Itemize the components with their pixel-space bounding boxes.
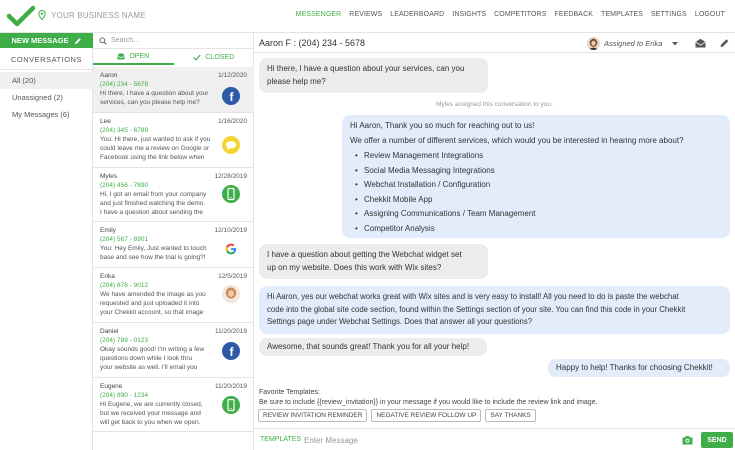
status-tabs	[93, 50, 254, 65]
inbox-icon	[117, 53, 125, 60]
facebook-icon	[222, 342, 240, 360]
svg-text:f: f	[229, 90, 234, 104]
contact-phone: (204) 567 - 8901	[100, 236, 149, 243]
divider	[0, 69, 93, 70]
message-preview: will get back to you when we open.	[100, 419, 201, 426]
assignee-label: Assigned to Erika	[604, 39, 663, 48]
folder-unassigned[interactable]: Unassigned (2)	[12, 93, 63, 102]
conversation-items	[93, 67, 254, 432]
send-button[interactable]: SEND	[701, 432, 733, 448]
avatar-icon	[222, 285, 240, 303]
system-note: Myles assigned this conversation to you.	[436, 101, 553, 108]
message-preview: You: Hi there, just wanted to ask if you	[100, 136, 211, 143]
message-text: Hi Aaron, Thank you so much for reaching out to us!	[350, 121, 535, 130]
contact-phone: (204) 789 - 0123	[100, 337, 149, 344]
contact-name: Lee	[100, 118, 111, 125]
list-item[interactable]	[93, 67, 254, 113]
compose-bar	[254, 428, 735, 450]
message-text: We offer a number of different services, which would you be interested in hearing more about?	[350, 135, 684, 145]
checkmark-icon	[193, 54, 201, 61]
message-date: 1/12/2020	[218, 72, 247, 79]
contact-name: Emily	[100, 227, 116, 234]
list-item[interactable]	[93, 113, 254, 168]
list-item: • Competitor Analysis	[350, 222, 722, 237]
template-buttons	[258, 409, 536, 422]
message-text: Hi Aaron, yes our webchat works great with Wix sites and is very easy to install! All you need to do is paste the webchat	[267, 292, 679, 301]
message-preview: requested and just uploaded it into	[100, 300, 200, 307]
tab-closed[interactable]	[174, 50, 255, 65]
list-item[interactable]	[93, 222, 254, 268]
mail-icon[interactable]	[695, 38, 706, 48]
search-placeholder: Search...	[111, 37, 140, 44]
nav-templates[interactable]: TEMPLATES	[601, 11, 644, 18]
message-preview: We have amended the image as you	[100, 291, 206, 298]
message-outgoing	[259, 286, 730, 334]
favorite-templates-title: Favorite Templates:	[259, 389, 320, 396]
services-list	[350, 149, 722, 236]
top-bar	[0, 0, 735, 33]
pencil-icon[interactable]	[719, 38, 730, 48]
contact-phone: (204) 678 - 9012	[100, 282, 149, 289]
nav-insights[interactable]: INSIGHTS	[452, 11, 487, 18]
message-preview: but we received your message and	[100, 410, 201, 417]
message-date: 11/20/2019	[214, 383, 247, 390]
contact-phone: (204) 234 - 5678	[100, 81, 149, 88]
tab-closed-label: CLOSED	[205, 54, 235, 61]
templates-link[interactable]: TEMPLATES	[260, 436, 302, 443]
chekkit-logo-icon[interactable]	[6, 5, 36, 27]
message-outgoing	[548, 359, 730, 377]
avatar	[587, 37, 600, 50]
list-item: • Assigning Communications / Team Management	[350, 207, 722, 222]
nav-competitors[interactable]: COMPETITORS	[494, 11, 547, 18]
mobile-icon	[222, 185, 240, 203]
chat-panel	[254, 33, 735, 450]
folder-all[interactable]: All (20)	[0, 72, 93, 89]
business-name-label: YOUR BUSINESS NAME	[51, 10, 146, 20]
svg-text:f: f	[229, 345, 234, 359]
message-incoming	[259, 338, 487, 356]
contact-phone: (204) 345 - 6789	[100, 127, 149, 134]
message-preview: services, can you please help me?	[100, 99, 200, 106]
list-item: • Review Management Integrations	[350, 149, 722, 164]
message-preview: your website as well. I'll email you	[100, 364, 198, 371]
contact-name: Erika	[100, 273, 115, 280]
message-preview: Hi, I got an email from your company	[100, 191, 207, 198]
google-icon	[222, 240, 240, 258]
list-item[interactable]	[93, 323, 254, 378]
list-item[interactable]	[93, 268, 254, 323]
message-preview: Okay sounds good! I'm writing a few	[100, 346, 205, 353]
message-preview: could leave me a review on Google or	[100, 145, 210, 152]
nav-reviews[interactable]: REVIEWS	[349, 11, 383, 18]
message-text: please help me?	[267, 76, 326, 86]
negative-review-follow-up-button[interactable]: NEGATIVE REVIEW FOLLOW UP	[371, 409, 481, 422]
contact-name: Aaron	[100, 72, 118, 79]
message-text: Settings page under Webchat Settings. Does that answer all your questions?	[267, 317, 533, 326]
new-message-button[interactable]	[0, 33, 93, 48]
nav-leaderboard[interactable]: LEADERBOARD	[390, 11, 445, 18]
assignee-dropdown[interactable]	[587, 37, 680, 50]
message-date: 12/28/2019	[214, 173, 247, 180]
message-text: Happy to help! Thanks for choosing Chekkit!	[556, 363, 713, 372]
message-preview: You: Hey Emily, Just wanted to touch	[100, 245, 207, 252]
nav-settings[interactable]: SETTINGS	[651, 11, 687, 18]
main-nav	[296, 11, 725, 18]
list-item: • Webchat Installation / Configuration	[350, 178, 722, 193]
message-text: up on my website. Does this work with Wix sites?	[267, 262, 442, 272]
facebook-icon	[222, 87, 240, 105]
folder-my-messages[interactable]: My Messages (6)	[12, 110, 70, 119]
nav-feedback[interactable]: FEEDBACK	[554, 11, 593, 18]
review-invitation-reminder-button[interactable]: REVIEW INVITATION REMINDER	[258, 409, 367, 422]
message-text: Hi there, I have a question about your services, can you	[267, 64, 465, 73]
favorite-templates-hint: Be sure to include {{review_invitation}} in your message if you would like to include the review link and image.	[259, 398, 598, 406]
contact-name: Myles	[100, 173, 117, 180]
conversations-heading: CONVERSATIONS	[11, 55, 82, 64]
chat-contact: Aaron F : (204) 234 - 5678	[259, 38, 366, 48]
location-pin-icon	[38, 10, 46, 20]
message-preview: Hi there, I have a question about your	[100, 90, 209, 97]
sidebar	[0, 33, 93, 450]
list-item[interactable]	[93, 168, 254, 222]
message-date: 1/16/2020	[218, 118, 247, 125]
new-message-label: NEW MESSAGE	[11, 36, 69, 45]
pencil-icon	[74, 37, 82, 45]
message-input[interactable]	[304, 433, 674, 447]
search-bar[interactable]	[93, 33, 254, 49]
message-preview: Hi Eugene, we are currently closed,	[100, 401, 203, 408]
message-text: code into the global site code section, found within the Settings section of your site. You can find this code in your Chekkit	[267, 304, 686, 314]
chevron-down-icon	[666, 41, 680, 47]
message-preview: and just finished watching the demo.	[100, 200, 206, 207]
chat-header	[254, 33, 735, 53]
message-outgoing	[342, 115, 730, 238]
say-thanks-button[interactable]: SAY THANKS	[485, 409, 535, 422]
message-text: I have a question about getting the Webchat widget set	[267, 250, 462, 259]
message-preview: base and see how the trial is going?!	[100, 254, 206, 261]
mobile-icon	[222, 396, 240, 414]
camera-icon[interactable]	[682, 435, 693, 445]
message-preview: your Chekkit account, so that image	[100, 309, 204, 316]
message-date: 11/20/2019	[214, 328, 247, 335]
message-date: 12/5/2019	[218, 273, 247, 280]
list-item: • Chekkit Mobile App	[350, 193, 722, 208]
conversation-list	[93, 33, 254, 450]
tab-open-label: OPEN	[129, 53, 150, 60]
list-item[interactable]	[93, 378, 254, 432]
contact-phone: (204) 890 - 1234	[100, 392, 149, 399]
message-incoming	[259, 244, 488, 279]
contact-phone: (204) 456 - 7890	[100, 182, 149, 189]
nav-logout[interactable]: LOGOUT	[694, 11, 725, 18]
business-name[interactable]	[38, 10, 146, 20]
nav-messenger[interactable]: MESSENGER	[295, 11, 342, 18]
search-icon	[99, 37, 107, 45]
contact-name: Daniel	[100, 328, 119, 335]
list-item: • Social Media Messaging Integrations	[350, 164, 722, 179]
message-preview: questions down while I look thru	[100, 355, 193, 362]
tab-open[interactable]	[93, 50, 174, 65]
message-preview: I have a question about sending the	[100, 209, 203, 216]
message-text: Awesome, that sounds great! Thank you for all your help!	[267, 342, 470, 351]
message-preview: Facebook using the link below when	[100, 154, 205, 161]
message-date: 12/10/2019	[214, 227, 247, 234]
contact-name: Eugene	[100, 383, 123, 390]
favorite-templates	[259, 388, 598, 407]
chat-icon	[222, 136, 240, 154]
message-incoming	[259, 58, 488, 93]
